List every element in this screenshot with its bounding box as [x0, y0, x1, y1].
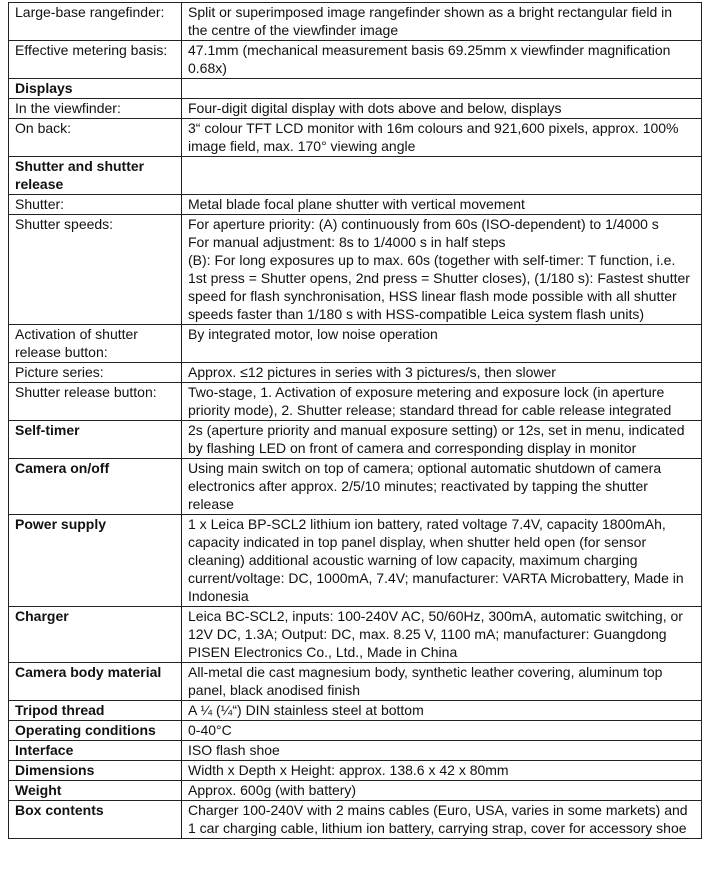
spec-label: On back:: [9, 119, 182, 157]
spec-label: Shutter:: [9, 195, 182, 215]
table-row: [9, 761, 702, 781]
table-row: [9, 781, 702, 801]
spec-label: Camera body material: [9, 663, 182, 701]
spec-value: Leica BC-SCL2, inputs: 100-240V AC, 50/60Hz, 300mA, automatic switching, or 12V DC, 1.3A; Output: DC, max. 8.25 V, 1100 mA; manufacturer: Guangdong PISEN Electronics Co., Ltd., Made in China: [182, 607, 702, 663]
table-row: [9, 421, 702, 459]
spec-label: Tripod thread: [9, 701, 182, 721]
table-row: [9, 721, 702, 741]
spec-value: Four-digit digital display with dots above and below, displays: [182, 99, 702, 119]
spec-value: 1 x Leica BP-SCL2 lithium ion battery, rated voltage 7.4V, capacity 1800mAh, capacity indicated in top panel display, when shutter held open (for sensor cleaning) additional acoustic warning of low capacity, maximum charging current/voltage: DC, 1000mA, 7.4V; manufacturer: VARTA Microbattery, Made in Indonesia: [182, 515, 702, 607]
table-row: [9, 459, 702, 515]
spec-label: Power supply: [9, 515, 182, 607]
spec-value: All-metal die cast magnesium body, synthetic leather covering, aluminum top panel, black anodised finish: [182, 663, 702, 701]
spec-label: Shutter and shutter release: [9, 157, 182, 195]
spec-value: For aperture priority: (A) continuously from 60s (ISO-dependent) to 1/4000 s For manual adjustment: 8s to 1/4000 s in half steps (B): For long exposures up to max. 60s (together with self-timer: T function, i.e. 1st press = Shutter opens, 2nd press = Shutter closes), (1/180 s): Fastest shutter speed for flash synchronisation, HSS linear flash mode possible with all shutter speeds faster than 1/180 s with HSS-compatible Leica system flash units): [182, 215, 702, 325]
spec-table: [8, 2, 702, 839]
spec-value: 2s (aperture priority and manual exposure setting) or 12s, set in menu, indicated by flashing LED on front of camera and corresponding display in monitor: [182, 421, 702, 459]
spec-value: 3“ colour TFT LCD monitor with 16m colours and 921,600 pixels, approx. 100% image field, max. 170° viewing angle: [182, 119, 702, 157]
spec-value: Charger 100-240V with 2 mains cables (Euro, USA, varies in some markets) and 1 car charging cable, lithium ion battery, carrying strap, cover for accessory shoe: [182, 801, 702, 839]
spec-value: Approx. 600g (with battery): [182, 781, 702, 801]
spec-value: [182, 157, 702, 195]
table-row: [9, 99, 702, 119]
spec-label: Operating conditions: [9, 721, 182, 741]
spec-label: Shutter speeds:: [9, 215, 182, 325]
table-row: [9, 515, 702, 607]
table-row: [9, 157, 702, 195]
table-row: [9, 363, 702, 383]
spec-value: Width x Depth x Height: approx. 138.6 x 42 x 80mm: [182, 761, 702, 781]
spec-table-body: [9, 3, 702, 839]
spec-label: Weight: [9, 781, 182, 801]
spec-value: 0-40°C: [182, 721, 702, 741]
spec-label: Effective metering basis:: [9, 41, 182, 79]
spec-label: In the viewfinder:: [9, 99, 182, 119]
spec-value: Two-stage, 1. Activation of exposure metering and exposure lock (in aperture priority mode), 2. Shutter release; standard thread for cable release integrated: [182, 383, 702, 421]
spec-label: Activation of shutter release button:: [9, 325, 182, 363]
spec-label: Shutter release button:: [9, 383, 182, 421]
table-row: [9, 195, 702, 215]
table-row: [9, 79, 702, 99]
spec-value: Metal blade focal plane shutter with vertical movement: [182, 195, 702, 215]
table-row: [9, 663, 702, 701]
spec-label: Picture series:: [9, 363, 182, 383]
spec-value: ISO flash shoe: [182, 741, 702, 761]
table-row: [9, 801, 702, 839]
table-row: [9, 607, 702, 663]
spec-value: Using main switch on top of camera; optional automatic shutdown of camera electronics after approx. 2/5/10 minutes; reactivated by tapping the shutter release: [182, 459, 702, 515]
table-row: [9, 383, 702, 421]
spec-value: [182, 79, 702, 99]
spec-value: Approx. ≤12 pictures in series with 3 pictures/s, then slower: [182, 363, 702, 383]
table-row: [9, 741, 702, 761]
table-row: [9, 215, 702, 325]
table-row: [9, 701, 702, 721]
spec-label: Camera on/off: [9, 459, 182, 515]
spec-value: Split or superimposed image rangefinder shown as a bright rectangular field in the centre of the viewfinder image: [182, 3, 702, 41]
spec-value: By integrated motor, low noise operation: [182, 325, 702, 363]
spec-label: Box contents: [9, 801, 182, 839]
spec-value: 47.1mm (mechanical measurement basis 69.25mm x viewfinder magnification 0.68x): [182, 41, 702, 79]
spec-label: Dimensions: [9, 761, 182, 781]
table-row: [9, 3, 702, 41]
spec-value: A ¼ (¼“) DIN stainless steel at bottom: [182, 701, 702, 721]
table-row: [9, 41, 702, 79]
spec-label: Interface: [9, 741, 182, 761]
spec-label: Charger: [9, 607, 182, 663]
spec-label: Self-timer: [9, 421, 182, 459]
table-row: [9, 325, 702, 363]
spec-label: Large-base rangefinder:: [9, 3, 182, 41]
table-row: [9, 119, 702, 157]
spec-label: Displays: [9, 79, 182, 99]
